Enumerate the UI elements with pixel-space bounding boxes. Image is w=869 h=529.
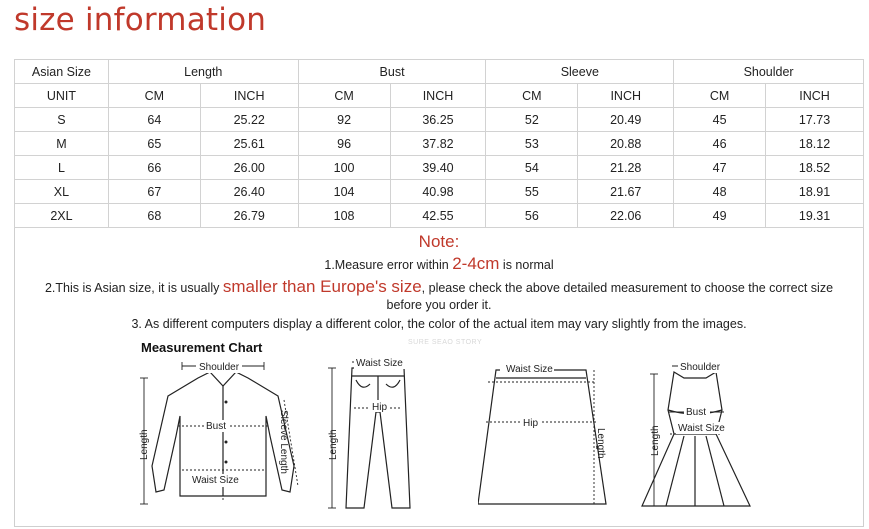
pants-waist-label: Waist Size — [356, 358, 403, 369]
table-cell: 37.82 — [390, 132, 486, 156]
note-text: is normal — [499, 258, 554, 272]
shirt-sleeve-label: Sleeve Length — [278, 410, 289, 474]
size-table — [14, 59, 864, 228]
note-line-2 — [15, 278, 863, 314]
shirt-waist-label: Waist Size — [192, 475, 239, 486]
shirt-diagram — [138, 356, 308, 518]
table-cell: 100 — [298, 156, 390, 180]
table-cell: 66 — [108, 156, 200, 180]
table-cell: 21.28 — [578, 156, 674, 180]
unit-cell: INCH — [766, 84, 864, 108]
table-cell: 92 — [298, 108, 390, 132]
note-section — [15, 229, 863, 333]
table-cell: 19.31 — [766, 204, 864, 228]
table-cell: L — [15, 156, 109, 180]
skirt-length-label: Length — [595, 428, 606, 459]
table-row — [15, 132, 864, 156]
table-row — [15, 108, 864, 132]
header-shoulder: Shoulder — [674, 60, 864, 84]
table-cell: 52 — [486, 108, 578, 132]
table-cell: 68 — [108, 204, 200, 228]
table-cell: 96 — [298, 132, 390, 156]
note-text: 2.This is Asian size, it is usually — [44, 281, 223, 295]
table-cell: 40.98 — [390, 180, 486, 204]
table-cell: 18.91 — [766, 180, 864, 204]
header-sleeve: Sleeve — [486, 60, 674, 84]
table-cell: 108 — [298, 204, 390, 228]
unit-cell: CM — [674, 84, 766, 108]
pants-length-label: Length — [328, 429, 339, 460]
table-cell: 49 — [674, 204, 766, 228]
skirt-hip-label: Hip — [523, 418, 539, 429]
table-cell: 22.06 — [578, 204, 674, 228]
header-row-units — [15, 84, 864, 108]
unit-cell: INCH — [390, 84, 486, 108]
note-line-1 — [15, 255, 863, 274]
pants-diagram — [318, 356, 418, 518]
table-cell: M — [15, 132, 109, 156]
table-cell: 18.52 — [766, 156, 864, 180]
table-cell: 56 — [486, 204, 578, 228]
table-cell: 55 — [486, 180, 578, 204]
shirt-bust-label: Bust — [206, 421, 227, 432]
skirt-diagram — [478, 356, 618, 518]
table-row — [15, 180, 864, 204]
table-cell: 17.73 — [766, 108, 864, 132]
table-cell: 47 — [674, 156, 766, 180]
unit-cell: CM — [298, 84, 390, 108]
table-cell: 65 — [108, 132, 200, 156]
table-cell: 25.61 — [200, 132, 298, 156]
note-text: , please check the above detailed measurement to choose the correct size before you order it. — [386, 281, 834, 312]
table-cell: 36.25 — [390, 108, 486, 132]
unit-cell: CM — [108, 84, 200, 108]
dress-bust-label: Bust — [686, 407, 707, 418]
unit-cell: CM — [486, 84, 578, 108]
measurement-chart-title: Measurement Chart — [141, 340, 263, 355]
header-asian-size: Asian Size — [15, 60, 109, 84]
shirt-length-label: Length — [139, 429, 150, 460]
table-row — [15, 156, 864, 180]
table-cell: 26.79 — [200, 204, 298, 228]
table-cell: 64 — [108, 108, 200, 132]
header-length: Length — [108, 60, 298, 84]
table-cell: 25.22 — [200, 108, 298, 132]
note-highlight: smaller than Europe's size — [222, 277, 422, 296]
table-cell: 20.49 — [578, 108, 674, 132]
table-cell: 2XL — [15, 204, 109, 228]
note-text: 1.Measure error within — [324, 258, 453, 272]
table-cell: 104 — [298, 180, 390, 204]
note-line-3: 3. As different computers display a different color, the color of the actual item may vary slightly from the images. — [131, 317, 747, 331]
shirt-shoulder-label: Shoulder — [199, 362, 240, 373]
unit-cell: INCH — [578, 84, 674, 108]
table-cell: 45 — [674, 108, 766, 132]
header-row-measurements — [15, 60, 864, 84]
page-title: size information — [14, 2, 267, 38]
dress-diagram — [638, 356, 758, 518]
skirt-waist-label: Waist Size — [506, 364, 553, 375]
table-cell: 26.00 — [200, 156, 298, 180]
dress-length-label: Length — [650, 425, 661, 456]
unit-cell: UNIT — [15, 84, 109, 108]
table-cell: 21.67 — [578, 180, 674, 204]
watermark: SURE SEAO STORY — [408, 339, 483, 346]
table-cell: XL — [15, 180, 109, 204]
table-cell: 67 — [108, 180, 200, 204]
table-cell: 39.40 — [390, 156, 486, 180]
dress-shoulder-label: Shoulder — [680, 362, 721, 373]
table-cell: 18.12 — [766, 132, 864, 156]
table-cell: 48 — [674, 180, 766, 204]
table-cell: 26.40 — [200, 180, 298, 204]
note-title: Note: — [418, 232, 460, 251]
dress-waist-label: Waist Size — [678, 423, 725, 434]
table-cell: 54 — [486, 156, 578, 180]
unit-cell: INCH — [200, 84, 298, 108]
table-cell: 20.88 — [578, 132, 674, 156]
table-cell: S — [15, 108, 109, 132]
table-cell: 53 — [486, 132, 578, 156]
table-row — [15, 204, 864, 228]
table-cell: 46 — [674, 132, 766, 156]
note-highlight: 2-4cm — [452, 254, 500, 273]
pants-hip-label: Hip — [372, 402, 388, 413]
header-bust: Bust — [298, 60, 486, 84]
table-cell: 42.55 — [390, 204, 486, 228]
